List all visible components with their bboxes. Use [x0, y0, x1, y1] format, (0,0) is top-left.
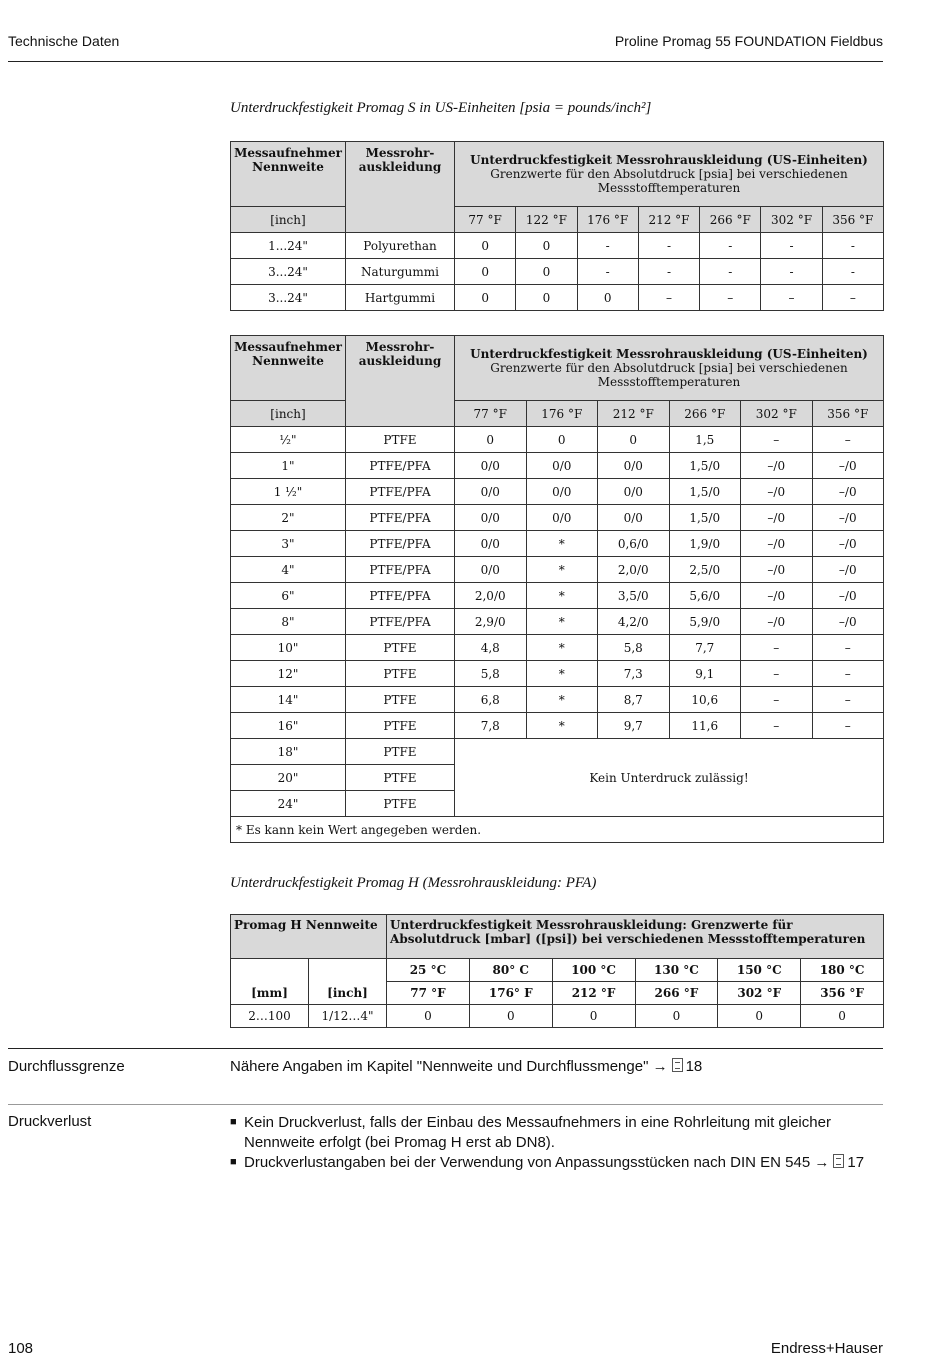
page-reference-icon: [672, 1058, 683, 1072]
druckverlust-item-text: Druckverlustangaben bei der Verwendung von Anpassungsstücken nach DIN EN 545 →: [244, 1154, 830, 1171]
table-cell: 4,2/0: [598, 609, 670, 635]
table-cell: *: [526, 635, 598, 661]
col-header-auskleidung-text: Messrohr-auskleidung: [358, 340, 442, 368]
table-cell: 0: [455, 427, 527, 453]
druckverlust-label: Druckverlust: [8, 1113, 92, 1130]
col-header-nennweite-text: Messaufnehmer Nennweite: [234, 146, 342, 174]
temp-celsius-header: 150 °C: [718, 959, 801, 982]
group-header: [455, 142, 884, 207]
table-cell: 0: [577, 285, 638, 311]
table-cell: PTFE: [346, 661, 455, 687]
table-cell: PTFE/PFA: [346, 557, 455, 583]
table-cell: –: [700, 285, 761, 311]
temp-celsius-header: 100 °C: [552, 959, 635, 982]
table-cell: PTFE: [346, 635, 455, 661]
table-cell: 5,6/0: [669, 583, 741, 609]
table-cell: –: [741, 713, 813, 739]
promag-h-col-header: [231, 915, 387, 959]
temp-header: 77 °F: [455, 207, 516, 233]
temp-header: 176 °F: [577, 207, 638, 233]
col-header-nennweite: [231, 142, 346, 207]
table-row: [231, 531, 884, 557]
druckverlust-item-text: Kein Druckverlust, falls der Einbau des Messaufnehmers in eine Rohrleitung mit gleicher Nennweite erfolgt (bei Promag H erst ab DN8).: [244, 1114, 831, 1151]
table-cell: –: [741, 687, 813, 713]
table-cell: Polyurethan: [346, 233, 455, 259]
table-cell: –/0: [741, 505, 813, 531]
table-cell: 18": [231, 739, 346, 765]
table-cell: –/0: [812, 531, 884, 557]
table-cell: PTFE: [346, 427, 455, 453]
temp-header: 302 °F: [761, 207, 822, 233]
promag-s-ptfe-table: [230, 335, 884, 843]
table-cell: 0: [801, 1005, 884, 1028]
table-cell: *: [526, 583, 598, 609]
table-cell: 3,5/0: [598, 583, 670, 609]
table-cell: –/0: [812, 557, 884, 583]
table-cell: –/0: [741, 609, 813, 635]
col-header-nennweite-text: Messaufnehmer Nennweite: [234, 340, 342, 368]
table-row: [231, 479, 884, 505]
table-cell: –: [638, 285, 699, 311]
page-number: 108: [8, 1340, 34, 1357]
unit-inch: [inch]: [309, 959, 387, 1005]
table-row: [231, 661, 884, 687]
table-cell: –: [822, 285, 883, 311]
table-cell: 2": [231, 505, 346, 531]
table-cell: -: [761, 259, 822, 285]
table-cell: PTFE/PFA: [346, 531, 455, 557]
col-header-auskleidung-text: Messrohr-auskleidung: [358, 146, 442, 174]
table-cell: –: [812, 661, 884, 687]
temp-fahrenheit-header: 266 °F: [635, 982, 718, 1005]
temp-fahrenheit-header: 302 °F: [718, 982, 801, 1005]
table-row: [231, 557, 884, 583]
table-cell: –/0: [741, 583, 813, 609]
table-cell: PTFE: [346, 765, 455, 791]
table-cell: 0/0: [455, 479, 527, 505]
table-cell: 8,7: [598, 687, 670, 713]
table-cell: 4,8: [455, 635, 527, 661]
temp-header: 356 °F: [822, 207, 883, 233]
table-cell: 0: [598, 427, 670, 453]
table-cell: *: [526, 531, 598, 557]
table-cell: 16": [231, 713, 346, 739]
table-cell: -: [700, 259, 761, 285]
table-cell: 1,5/0: [669, 505, 741, 531]
table-cell: PTFE/PFA: [346, 479, 455, 505]
promag-h-group-header-text: Unterdruckfestigkeit Messrohrauskleidung: Grenzwerte für Absolutdruck [mbar] ([psi]) bei verschiedenen Messstofftemperaturen: [390, 918, 866, 946]
promag-h-group-header: [387, 915, 884, 959]
table-cell: 0: [516, 285, 577, 311]
table-cell: 0/0: [455, 557, 527, 583]
table-row: [231, 1005, 884, 1028]
table-cell: -: [822, 233, 883, 259]
table-cell: –/0: [741, 453, 813, 479]
temp-fahrenheit-header: 356 °F: [801, 982, 884, 1005]
table-cell: 11,6: [669, 713, 741, 739]
table-cell: –/0: [741, 479, 813, 505]
table-cell: 4": [231, 557, 346, 583]
table-cell: –: [812, 687, 884, 713]
table-cell: PTFE/PFA: [346, 609, 455, 635]
table-cell: –/0: [741, 557, 813, 583]
table-cell: *: [526, 609, 598, 635]
group-header-sub: Grenzwerte für den Absolutdruck [psia] bei verschiedenen Messstofftemperaturen: [490, 167, 848, 195]
table-cell: *: [526, 557, 598, 583]
table-cell: Naturgummi: [346, 259, 455, 285]
table-cell: 2,0/0: [455, 583, 527, 609]
table-cell: –: [812, 427, 884, 453]
col-header-auskleidung: [346, 336, 455, 427]
table-row: [231, 583, 884, 609]
table-cell: 5,9/0: [669, 609, 741, 635]
table-cell: –/0: [741, 531, 813, 557]
temp-fahrenheit-header: 212 °F: [552, 982, 635, 1005]
table-row: [231, 609, 884, 635]
table-cell: 0/0: [526, 453, 598, 479]
table-cell: *: [526, 687, 598, 713]
temp-fahrenheit-header: 176° F: [469, 982, 552, 1005]
group-header-sub: Grenzwerte für den Absolutdruck [psia] bei verschiedenen Messstofftemperaturen: [490, 361, 848, 389]
table-cell: -: [577, 233, 638, 259]
table-row: [231, 687, 884, 713]
page-header: [8, 31, 883, 62]
table-cell: 0: [552, 1005, 635, 1028]
table-cell: –: [741, 635, 813, 661]
table-cell: 0/0: [526, 479, 598, 505]
table-cell: 1": [231, 453, 346, 479]
table-cell: *: [526, 661, 598, 687]
promag-h-table: [230, 914, 884, 1028]
table-cell: 0: [516, 259, 577, 285]
table-cell: 0/0: [598, 505, 670, 531]
table-cell: -: [638, 259, 699, 285]
table-cell: 1,5: [669, 427, 741, 453]
table-cell: PTFE: [346, 739, 455, 765]
table-cell: PTFE/PFA: [346, 505, 455, 531]
table-cell: 0: [469, 1005, 552, 1028]
table-cell: 9,7: [598, 713, 670, 739]
table-cell: 0/0: [455, 453, 527, 479]
temp-celsius-header: 25 °C: [387, 959, 470, 982]
table-cell: 0: [526, 427, 598, 453]
table-cell: ½": [231, 427, 346, 453]
table-cell: 0: [516, 233, 577, 259]
table-cell: 24": [231, 791, 346, 817]
table-footnote: * Es kann kein Wert angegeben werden.: [231, 817, 884, 843]
table-cell: 10,6: [669, 687, 741, 713]
table-cell: -: [761, 233, 822, 259]
table-cell: -: [638, 233, 699, 259]
temp-celsius-header: 130 °C: [635, 959, 718, 982]
page-reference-icon: [833, 1154, 844, 1168]
table-cell: 12": [231, 661, 346, 687]
table-cell: 1,9/0: [669, 531, 741, 557]
table-cell: PTFE/PFA: [346, 583, 455, 609]
table-row: [231, 453, 884, 479]
table-row: [231, 713, 884, 739]
durchflussgrenze-label: Durchflussgrenze: [8, 1058, 125, 1075]
table-cell: 1/12…4": [309, 1005, 387, 1028]
table-cell: 6": [231, 583, 346, 609]
table-cell: –/0: [812, 583, 884, 609]
table-row: [231, 505, 884, 531]
durchflussgrenze-page-ref[interactable]: 18: [685, 1058, 703, 1075]
table-cell: 8": [231, 609, 346, 635]
section-divider: [8, 1104, 883, 1105]
table-cell: –/0: [812, 609, 884, 635]
table-cell: 2…100: [231, 1005, 309, 1028]
druckverlust-list: [230, 1113, 884, 1173]
temp-celsius-header: 80° C: [469, 959, 552, 982]
brand-name: Endress+Hauser: [770, 1340, 883, 1357]
no-vacuum-allowed-cell: Kein Unterdruck zulässig!: [455, 739, 884, 817]
table-cell: 0/0: [598, 479, 670, 505]
table-row: [231, 635, 884, 661]
table1-caption: Unterdruckfestigkeit Promag S in US-Einheiten [psia = pounds/inch²]: [230, 100, 652, 116]
group-header: [455, 336, 884, 401]
table-cell: 2,0/0: [598, 557, 670, 583]
table-cell: –: [741, 661, 813, 687]
temp-header: 302 °F: [741, 401, 813, 427]
group-header-title: Unterdruckfestigkeit Messrohrauskleidung (US-Einheiten): [470, 153, 868, 167]
table-cell: 0/0: [455, 505, 527, 531]
unit-inch: [inch]: [231, 401, 346, 427]
table-cell: PTFE: [346, 687, 455, 713]
table-cell: –/0: [812, 453, 884, 479]
table-cell: 2,9/0: [455, 609, 527, 635]
group-header-title: Unterdruckfestigkeit Messrohrauskleidung (US-Einheiten): [470, 347, 868, 361]
table-cell: 7,8: [455, 713, 527, 739]
table-cell: –: [812, 635, 884, 661]
table-cell: 5,8: [598, 635, 670, 661]
table-cell: 3...24": [231, 285, 346, 311]
druckverlust-item: [230, 1153, 884, 1173]
table-cell: –: [741, 427, 813, 453]
table-row: [231, 739, 884, 765]
table-cell: 0: [387, 1005, 470, 1028]
table-cell: 3": [231, 531, 346, 557]
table-cell: –/0: [812, 505, 884, 531]
table-cell: PTFE: [346, 713, 455, 739]
unit-mm: [mm]: [231, 959, 309, 1005]
table-cell: 3...24": [231, 259, 346, 285]
table-cell: 10": [231, 635, 346, 661]
table-cell: 0: [455, 259, 516, 285]
table-cell: –: [761, 285, 822, 311]
table-cell: 0: [635, 1005, 718, 1028]
temp-fahrenheit-header: 77 °F: [387, 982, 470, 1005]
temp-header: 212 °F: [638, 207, 699, 233]
table-row: [231, 427, 884, 453]
table-cell: 7,7: [669, 635, 741, 661]
table-cell: 0/0: [598, 453, 670, 479]
table-cell: -: [700, 233, 761, 259]
durchflussgrenze-body: Nähere Angaben im Kapitel "Nennweite und Durchflussmenge" →: [230, 1058, 668, 1075]
druckverlust-page-ref[interactable]: 17: [847, 1154, 865, 1171]
druckverlust-item: [230, 1113, 884, 1153]
temp-header: 77 °F: [455, 401, 527, 427]
table-cell: 14": [231, 687, 346, 713]
table-cell: PTFE: [346, 791, 455, 817]
table-cell: 20": [231, 765, 346, 791]
table-cell: 6,8: [455, 687, 527, 713]
table-cell: *: [526, 713, 598, 739]
table-cell: 0,6/0: [598, 531, 670, 557]
table-cell: 0: [455, 233, 516, 259]
table-cell: -: [577, 259, 638, 285]
table-cell: 2,5/0: [669, 557, 741, 583]
promag-h-col-header-text: Promag H Nennweite: [234, 918, 378, 932]
header-section-title: Technische Daten: [8, 33, 120, 49]
durchflussgrenze-text: [230, 1058, 702, 1075]
table3-caption: Unterdruckfestigkeit Promag H (Messrohrauskleidung: PFA): [230, 875, 597, 891]
table-cell: PTFE/PFA: [346, 453, 455, 479]
table-cell: 1 ½": [231, 479, 346, 505]
table-cell: 0/0: [526, 505, 598, 531]
temp-header: 266 °F: [669, 401, 741, 427]
table-cell: 0/0: [455, 531, 527, 557]
temp-header: 356 °F: [812, 401, 884, 427]
col-header-auskleidung: [346, 142, 455, 233]
table-cell: 0: [718, 1005, 801, 1028]
temp-header: 122 °F: [516, 207, 577, 233]
col-header-nennweite: [231, 336, 346, 401]
table-cell: -: [822, 259, 883, 285]
table-cell: Hartgummi: [346, 285, 455, 311]
temp-header: 176 °F: [526, 401, 598, 427]
table-cell: 0: [455, 285, 516, 311]
section-divider: [8, 1048, 883, 1049]
table-note-row: [231, 817, 884, 843]
promag-s-polyurethan-table: [230, 141, 884, 311]
temp-header: 266 °F: [700, 207, 761, 233]
table-row: [231, 285, 884, 311]
table-cell: 1...24": [231, 233, 346, 259]
table-row: [231, 233, 884, 259]
table-cell: –/0: [812, 479, 884, 505]
table-row: [231, 259, 884, 285]
temp-celsius-header: 180 °C: [801, 959, 884, 982]
unit-inch: [inch]: [231, 207, 346, 233]
header-product-title: Proline Promag 55 FOUNDATION Fieldbus: [614, 33, 883, 49]
table-cell: 9,1: [669, 661, 741, 687]
table-cell: –: [812, 713, 884, 739]
temp-header: 212 °F: [598, 401, 670, 427]
table-cell: 7,3: [598, 661, 670, 687]
table-cell: 5,8: [455, 661, 527, 687]
table-cell: 1,5/0: [669, 479, 741, 505]
table-cell: 1,5/0: [669, 453, 741, 479]
